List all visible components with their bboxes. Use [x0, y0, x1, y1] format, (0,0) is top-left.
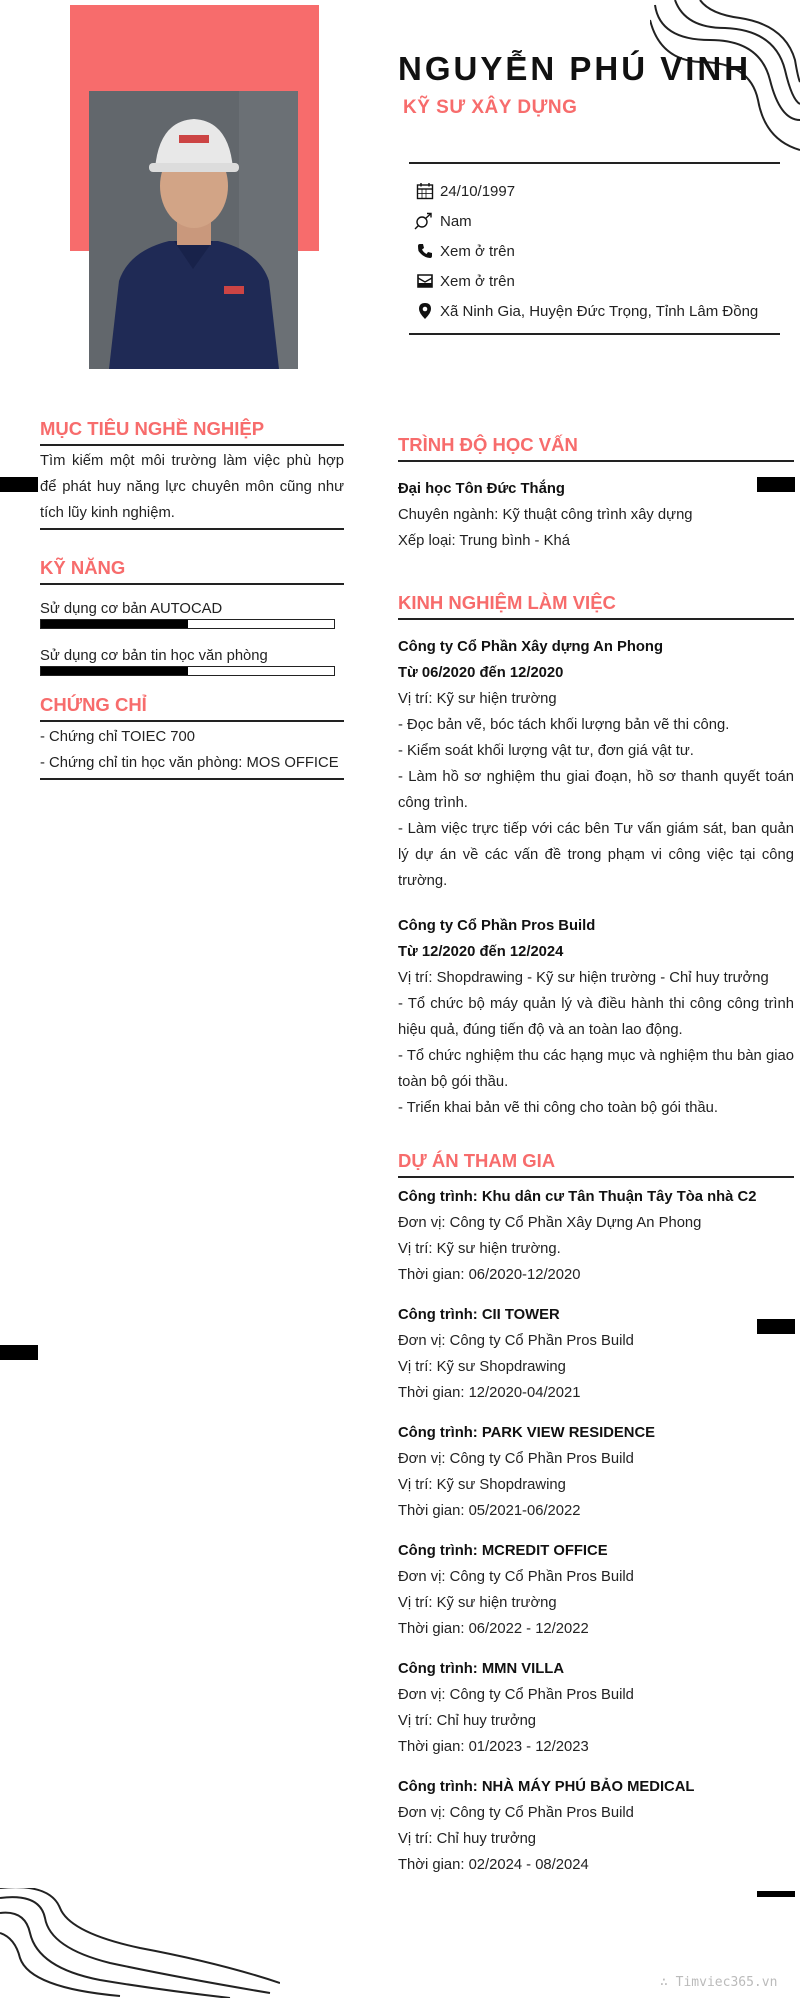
- objective-section: [40, 418, 344, 530]
- education-section: [398, 434, 794, 554]
- contact-address: [414, 296, 784, 326]
- projects-heading: DỰ ÁN THAM GIA: [398, 1150, 794, 1178]
- job-period: Từ 12/2020 đến 12/2024: [398, 944, 564, 960]
- job-line: - Kiểm soát khối lượng vật tư, đơn giá vật tư.: [398, 743, 694, 759]
- project-time: Thời gian: 01/2023 - 12/2023: [398, 1739, 589, 1755]
- job-entry: [398, 634, 794, 894]
- job-line: Vị trí: Shopdrawing - Kỹ sư hiện trường - Chỉ huy trưởng: [398, 970, 769, 986]
- certificates-heading: CHỨNG CHỈ: [40, 694, 344, 722]
- education-major: Chuyên ngành: Kỹ thuật công trình xây dựng: [398, 507, 693, 523]
- project-entry: [398, 1302, 794, 1406]
- project-unit: Đơn vị: Công ty Cổ Phần Pros Build: [398, 1451, 634, 1467]
- objective-text: Tìm kiếm một môi trường làm việc phù hợp để phát huy năng lực chuyên môn cũng như tích lũy kinh nghiệm.: [40, 448, 344, 530]
- page-edge-marker: [0, 1345, 38, 1360]
- education-rank: Xếp loại: Trung bình - Khá: [398, 533, 570, 549]
- skill-name: Sử dụng cơ bản tin học văn phòng: [40, 648, 268, 664]
- project-name: Công trình: PARK VIEW RESIDENCE: [398, 1425, 656, 1441]
- project-role: Vị trí: Kỹ sư Shopdrawing: [398, 1359, 566, 1375]
- project-role: Vị trí: Chỉ huy trưởng: [398, 1831, 537, 1847]
- location-icon: [414, 302, 436, 320]
- project-name: Công trình: MCREDIT OFFICE: [398, 1543, 608, 1559]
- skill-level-fill: [41, 620, 188, 628]
- project-name: Công trình: NHÀ MÁY PHÚ BẢO MEDICAL: [398, 1779, 695, 1795]
- project-unit: Đơn vị: Công ty Cổ Phần Pros Build: [398, 1805, 634, 1821]
- certificate-item: - Chứng chỉ TOIEC 700: [40, 729, 195, 745]
- skill-name: Sử dụng cơ bản AUTOCAD: [40, 601, 223, 617]
- job-line: - Đọc bản vẽ, bóc tách khối lượng bản vẽ thi công.: [398, 717, 730, 733]
- contact-list: [414, 176, 784, 326]
- projects-section: [398, 1150, 794, 1878]
- calendar-icon: [414, 182, 436, 200]
- project-time: Thời gian: 05/2021-06/2022: [398, 1503, 581, 1519]
- contact-email: [414, 266, 784, 296]
- job-entry: [398, 913, 794, 1121]
- project-role: Vị trí: Kỹ sư Shopdrawing: [398, 1477, 566, 1493]
- education-heading: TRÌNH ĐỘ HỌC VẤN: [398, 434, 794, 462]
- page-edge-marker: [757, 1891, 795, 1897]
- experience-section: [398, 592, 794, 1121]
- skill-level-bar: [40, 666, 335, 676]
- experience-heading: KINH NGHIỆM LÀM VIỆC: [398, 592, 794, 620]
- project-entry: [398, 1656, 794, 1760]
- project-entry: [398, 1538, 794, 1642]
- job-line: - Làm việc trực tiếp với các bên Tư vấn giám sát, ban quản lý dự án về các vấn đề trong phạm vi công việc tại công trường.: [398, 821, 794, 889]
- project-unit: Đơn vị: Công ty Cổ Phần Pros Build: [398, 1687, 634, 1703]
- contact-gender: [414, 206, 784, 236]
- project-entry: [398, 1420, 794, 1524]
- job-line: - Làm hồ sơ nghiệm thu giai đoạn, hồ sơ thanh quyết toán công trình.: [398, 769, 794, 811]
- contact-address-text: Xã Ninh Gia, Huyện Đức Trọng, Tỉnh Lâm Đồng: [440, 302, 759, 320]
- project-name: Công trình: Khu dân cư Tân Thuận Tây Tòa nhà C2: [398, 1189, 757, 1205]
- skills-section: [40, 557, 344, 676]
- gender-icon: [414, 212, 436, 230]
- watermark: ∴ Timviec365.vn: [660, 1975, 778, 1990]
- project-unit: Đơn vị: Công ty Cổ Phần Pros Build: [398, 1333, 634, 1349]
- profile-photo: [89, 91, 298, 369]
- page-edge-marker: [757, 477, 795, 492]
- job-line: Vị trí: Kỹ sư hiện trường: [398, 691, 557, 707]
- job-line: - Tổ chức nghiệm thu các hạng mục và nghiệm thu bàn giao toàn bộ gói thầu.: [398, 1048, 794, 1090]
- certificates-section: [40, 694, 344, 780]
- project-role: Vị trí: Kỹ sư hiện trường: [398, 1595, 557, 1611]
- job-title: KỸ SƯ XÂY DỰNG: [403, 97, 578, 118]
- certificate-item: - Chứng chỉ tin học văn phòng: MOS OFFICE: [40, 750, 344, 780]
- project-time: Thời gian: 06/2020-12/2020: [398, 1267, 581, 1283]
- phone-icon: [414, 242, 436, 260]
- decorative-lines-bottom: [0, 1888, 280, 1998]
- contact-gender-text: Nam: [440, 212, 472, 230]
- contact-birthdate: [414, 176, 784, 206]
- candidate-name: NGUYỄN PHÚ VINH: [398, 50, 752, 87]
- objective-heading: MỤC TIÊU NGHỀ NGHIỆP: [40, 418, 344, 446]
- page-edge-marker: [0, 477, 38, 492]
- contact-email-text: Xem ở trên: [440, 272, 515, 290]
- job-company: Công ty Cổ Phần Pros Build: [398, 918, 596, 934]
- project-time: Thời gian: 02/2024 - 08/2024: [398, 1857, 589, 1873]
- contact-divider-bottom: [409, 333, 780, 335]
- contact-divider-top: [409, 162, 780, 164]
- contact-birthdate-text: 24/10/1997: [440, 182, 516, 200]
- skill-level-bar: [40, 619, 335, 629]
- job-period: Từ 06/2020 đến 12/2020: [398, 665, 564, 681]
- email-icon: [414, 272, 436, 290]
- project-entry: [398, 1184, 794, 1288]
- job-line: - Tổ chức bộ máy quản lý và điều hành thi công công trình hiệu quả, đúng tiến độ và an toàn lao động.: [398, 996, 794, 1038]
- contact-phone-text: Xem ở trên: [440, 242, 515, 260]
- skill-level-fill: [41, 667, 188, 675]
- job-line: - Triển khai bản vẽ thi công cho toàn bộ gói thầu.: [398, 1100, 718, 1116]
- project-entry: [398, 1774, 794, 1878]
- project-role: Vị trí: Chỉ huy trưởng: [398, 1713, 537, 1729]
- project-unit: Đơn vị: Công ty Cổ Phần Xây Dựng An Phong: [398, 1215, 702, 1231]
- project-time: Thời gian: 12/2020-04/2021: [398, 1385, 581, 1401]
- project-unit: Đơn vị: Công ty Cổ Phần Pros Build: [398, 1569, 634, 1585]
- project-name: Công trình: MMN VILLA: [398, 1661, 565, 1677]
- job-company: Công ty Cổ Phần Xây dựng An Phong: [398, 639, 663, 655]
- project-role: Vị trí: Kỹ sư hiện trường.: [398, 1241, 561, 1257]
- project-name: Công trình: CII TOWER: [398, 1307, 560, 1323]
- page-edge-marker: [757, 1319, 795, 1334]
- skills-heading: KỸ NĂNG: [40, 557, 344, 585]
- education-school: Đại học Tôn Đức Thắng: [398, 481, 565, 497]
- contact-phone: [414, 236, 784, 266]
- project-time: Thời gian: 06/2022 - 12/2022: [398, 1621, 589, 1637]
